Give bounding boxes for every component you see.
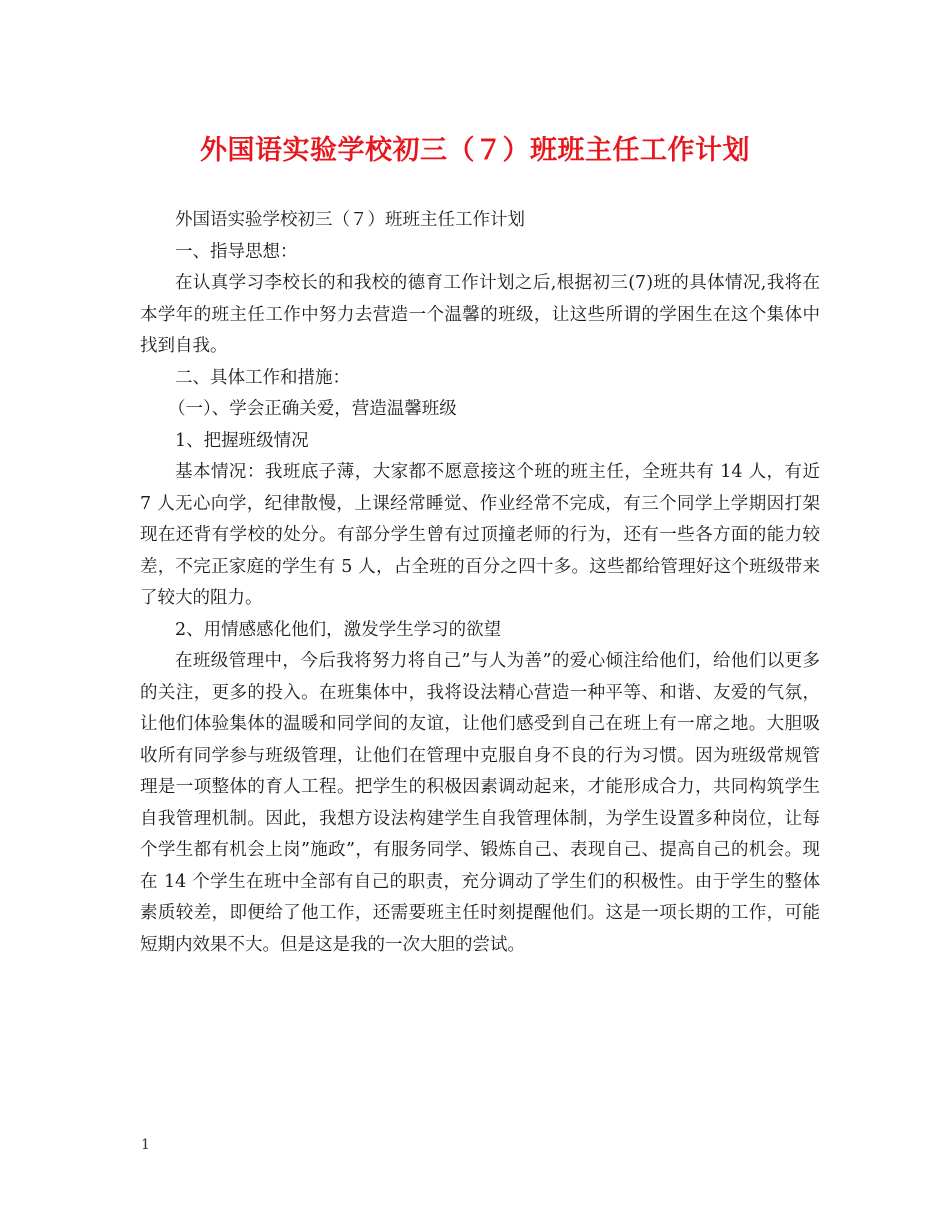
item-heading-emotion: 2、用情感感化他们，激发学生学习的欲望 — [175, 619, 502, 640]
paragraph-class-management: 在班级管理中，今后我将努力将自己”与人为善”的爱心倾注给他们，给他们以更多的关注，更多的投入。在班集体中，我将设法精心营造一种平等、和谐、友爱的气氛，让他们体验集体的温暖和同学间的友谊，让他们感受到自己在班上有一席之地。大胆吸收所有同学参与班级管理，让他们在管理中克服自身不良的行为习惯。因为班级常规管理是一项整体的育人工程。把学生的积极因素调动起来，才能形成合力，共同构筑学生自我管理机制。因此，我想方设法构建学生自我管理体制，为学生设置多种岗位，让每个学生都有机会上岗”施政”，有服务同学、锻炼自己、表现自己、提高自己的机会。现在 14 个学生在班中全部有自己的职责，充分调动了学生们的积极性。由于学生的整体素质较差，即便给了他工作，还需要班主任时刻提醒他们。这是一项长期的工作，可能短期内效果不大。但是这是我的一次大胆的尝试。 — [140, 651, 820, 955]
heading-guiding-thought: 一、指导思想： — [175, 241, 298, 262]
heading-specific-work: 二、具体工作和措施： — [175, 367, 350, 388]
page-number: 1 — [141, 1137, 150, 1153]
paragraph-basic-situation: 基本情况：我班底子薄，大家都不愿意接这个班的班主任，全班共有 14 人，有近 7 人无心向学，纪律散慢，上课经常睡觉、作业经常不完成，有三个同学上学期因打架现在还背有学校的处分。有部分学生曾有过顶撞老师的行为，还有一些各方面的能力较差，不完正家庭的学生有 5 人，占全班的百分之四十多。这些都给管理好这个班级带来了较大的阻力。 — [140, 462, 820, 608]
paragraph-guiding-thought: 在认真学习李校长的和我校的德育工作计划之后,根据初三(7)班的具体情况,我将在本学年的班主任工作中努力去营造一个温馨的班级，让这些所谓的学困生在这个集体中找到自我。 — [140, 273, 820, 356]
document-title: 外国语实验学校初三（７）班班主任工作计划 — [200, 135, 750, 166]
document-body — [140, 205, 820, 961]
subheading-care: （一）、学会正确关爱，营造温馨班级 — [168, 399, 457, 419]
paragraph-subtitle: 外国语实验学校初三（７）班班主任工作计划 — [175, 210, 525, 230]
item-heading-class-situation: 1、把握班级情况 — [175, 430, 309, 451]
